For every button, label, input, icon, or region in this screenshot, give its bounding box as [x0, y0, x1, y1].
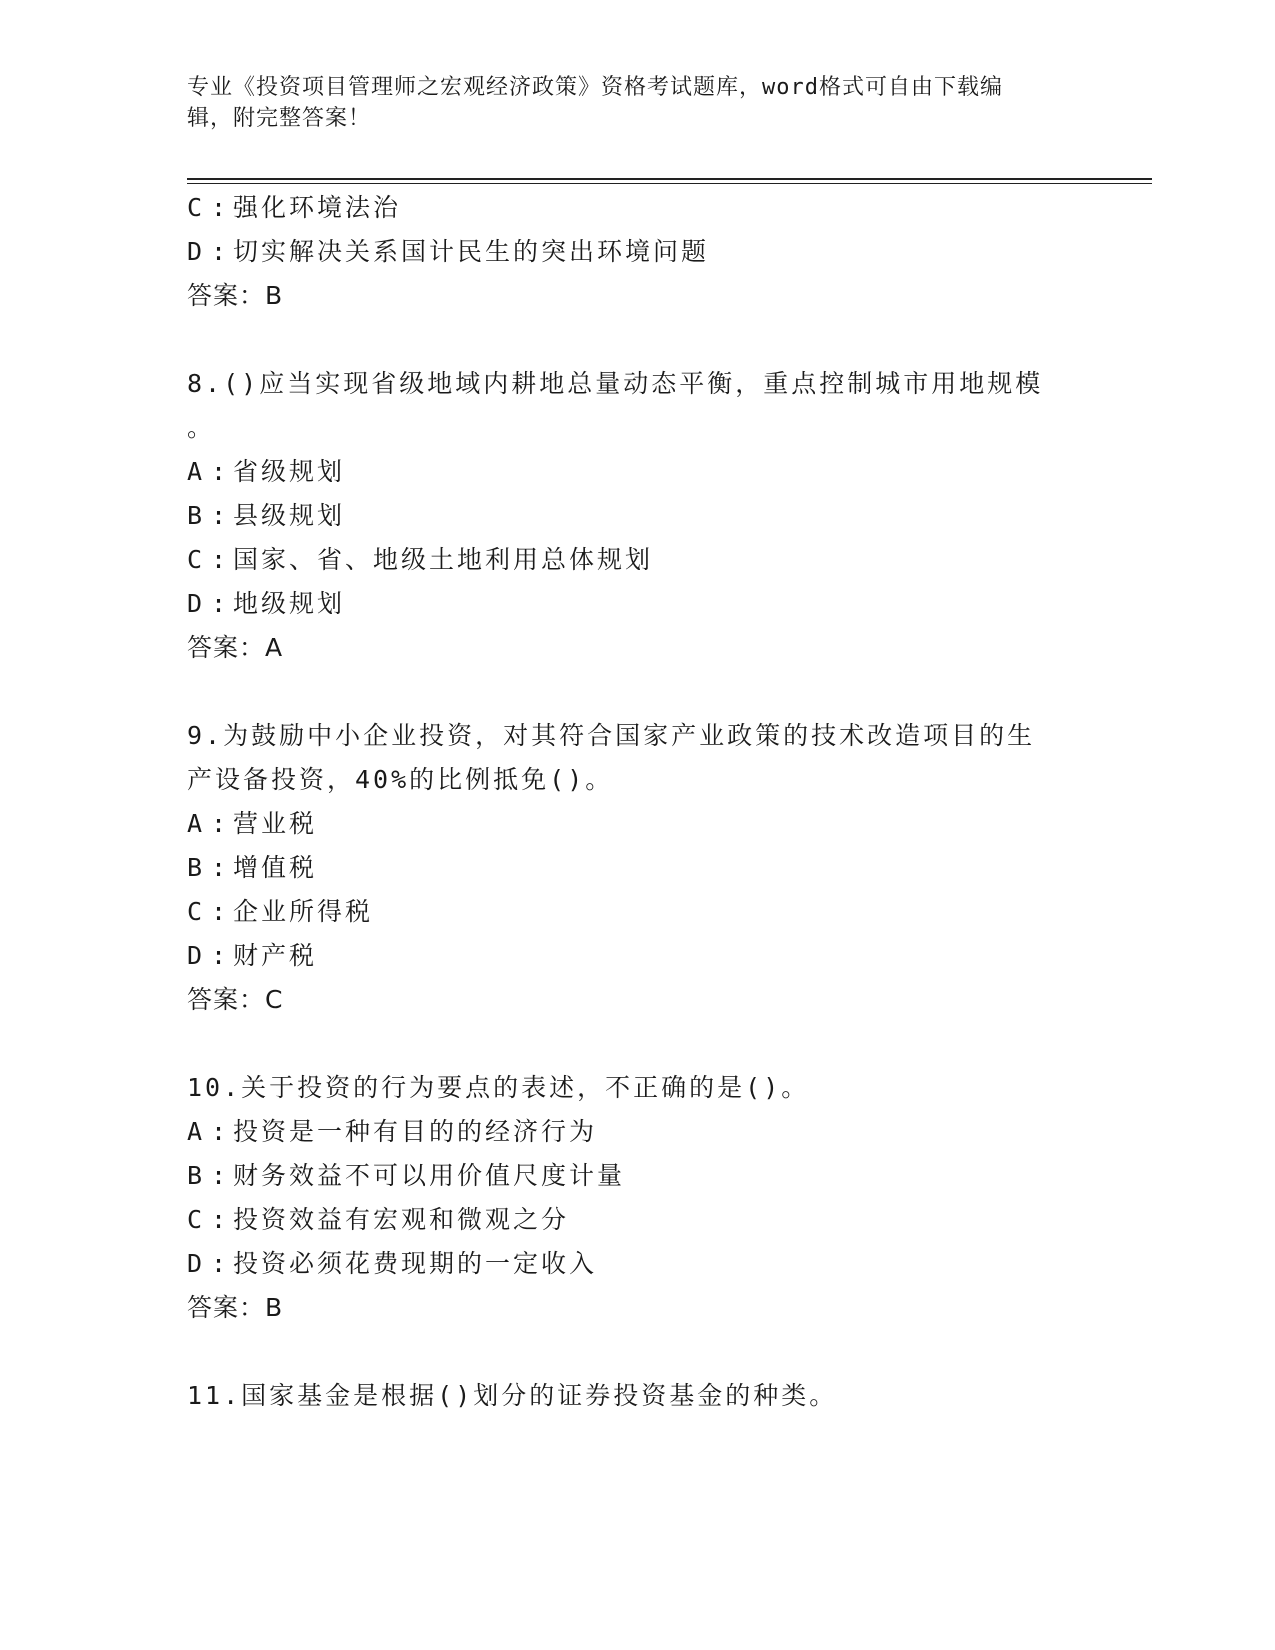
option-text: 营业税 — [233, 809, 318, 838]
option-text: 企业所得税 — [233, 897, 374, 926]
q8-answer: 答案：A — [187, 633, 284, 662]
header-line-1: 专业《投资项目管理师之宏观经济政策》资格考试题库，word格式可自由下载编 — [187, 75, 1003, 100]
option-text: 投资是一种有目的的经济行为 — [233, 1117, 598, 1146]
q11-stem-line-1: 11.国家基金是根据()划分的证券投资基金的种类。 — [187, 1381, 838, 1410]
q8-stem-line-1: 8.()应当实现省级地域内耕地总量动态平衡，重点控制城市用地规模 — [187, 369, 1044, 398]
option-text: 县级规划 — [233, 501, 346, 530]
q8-option-a: A : 省级规划 — [187, 457, 346, 486]
q8-option-b: B : 县级规划 — [187, 501, 346, 530]
q8-option-d: D : 地级规划 — [187, 589, 346, 618]
header-divider-thin — [187, 183, 1152, 184]
prev-answer: 答案：B — [187, 281, 284, 310]
option-text: 财产税 — [233, 941, 318, 970]
option-text: 省级规划 — [233, 457, 346, 486]
q8-option-c: C : 国家、省、地级土地利用总体规划 — [187, 545, 654, 574]
q9-option-b: B : 增值税 — [187, 853, 318, 882]
q9-stem-line-2: 产设备投资，40%的比例抵免()。 — [187, 765, 614, 794]
q9-answer: 答案：C — [187, 985, 284, 1014]
q10-stem-line-1: 10.关于投资的行为要点的表述，不正确的是()。 — [187, 1073, 810, 1102]
q10-option-d: D : 投资必须花费现期的一定收入 — [187, 1249, 598, 1278]
option-text: 国家、省、地级土地利用总体规划 — [233, 545, 654, 574]
q10-answer: 答案：B — [187, 1293, 284, 1322]
option-text: 投资效益有宏观和微观之分 — [233, 1205, 570, 1234]
option-text: 财务效益不可以用价值尺度计量 — [233, 1161, 626, 1190]
option-text: 地级规划 — [233, 589, 346, 618]
document-header — [187, 72, 1087, 134]
option-text: 强化环境法治 — [233, 193, 402, 222]
q9-option-d: D : 财产税 — [187, 941, 318, 970]
option-text: 投资必须花费现期的一定收入 — [233, 1249, 598, 1278]
q8-stem-line-2: 。 — [187, 413, 216, 442]
q9-option-c: C : 企业所得税 — [187, 897, 374, 926]
prev-option-d: D : 切实解决关系国计民生的突出环境问题 — [187, 237, 710, 266]
header-divider-thick — [187, 178, 1152, 180]
header-line-2: 辑，附完整答案！ — [187, 106, 372, 131]
q9-stem-line-1: 9.为鼓励中小企业投资，对其符合国家产业政策的技术改造项目的生 — [187, 721, 1036, 750]
option-text: 增值税 — [233, 853, 318, 882]
q10-option-a: A : 投资是一种有目的的经济行为 — [187, 1117, 598, 1146]
q10-option-c: C : 投资效益有宏观和微观之分 — [187, 1205, 570, 1234]
option-text: 切实解决关系国计民生的突出环境问题 — [233, 237, 710, 266]
q9-option-a: A : 营业税 — [187, 809, 318, 838]
q10-option-b: B : 财务效益不可以用价值尺度计量 — [187, 1161, 626, 1190]
prev-option-c: C : 强化环境法治 — [187, 193, 402, 222]
